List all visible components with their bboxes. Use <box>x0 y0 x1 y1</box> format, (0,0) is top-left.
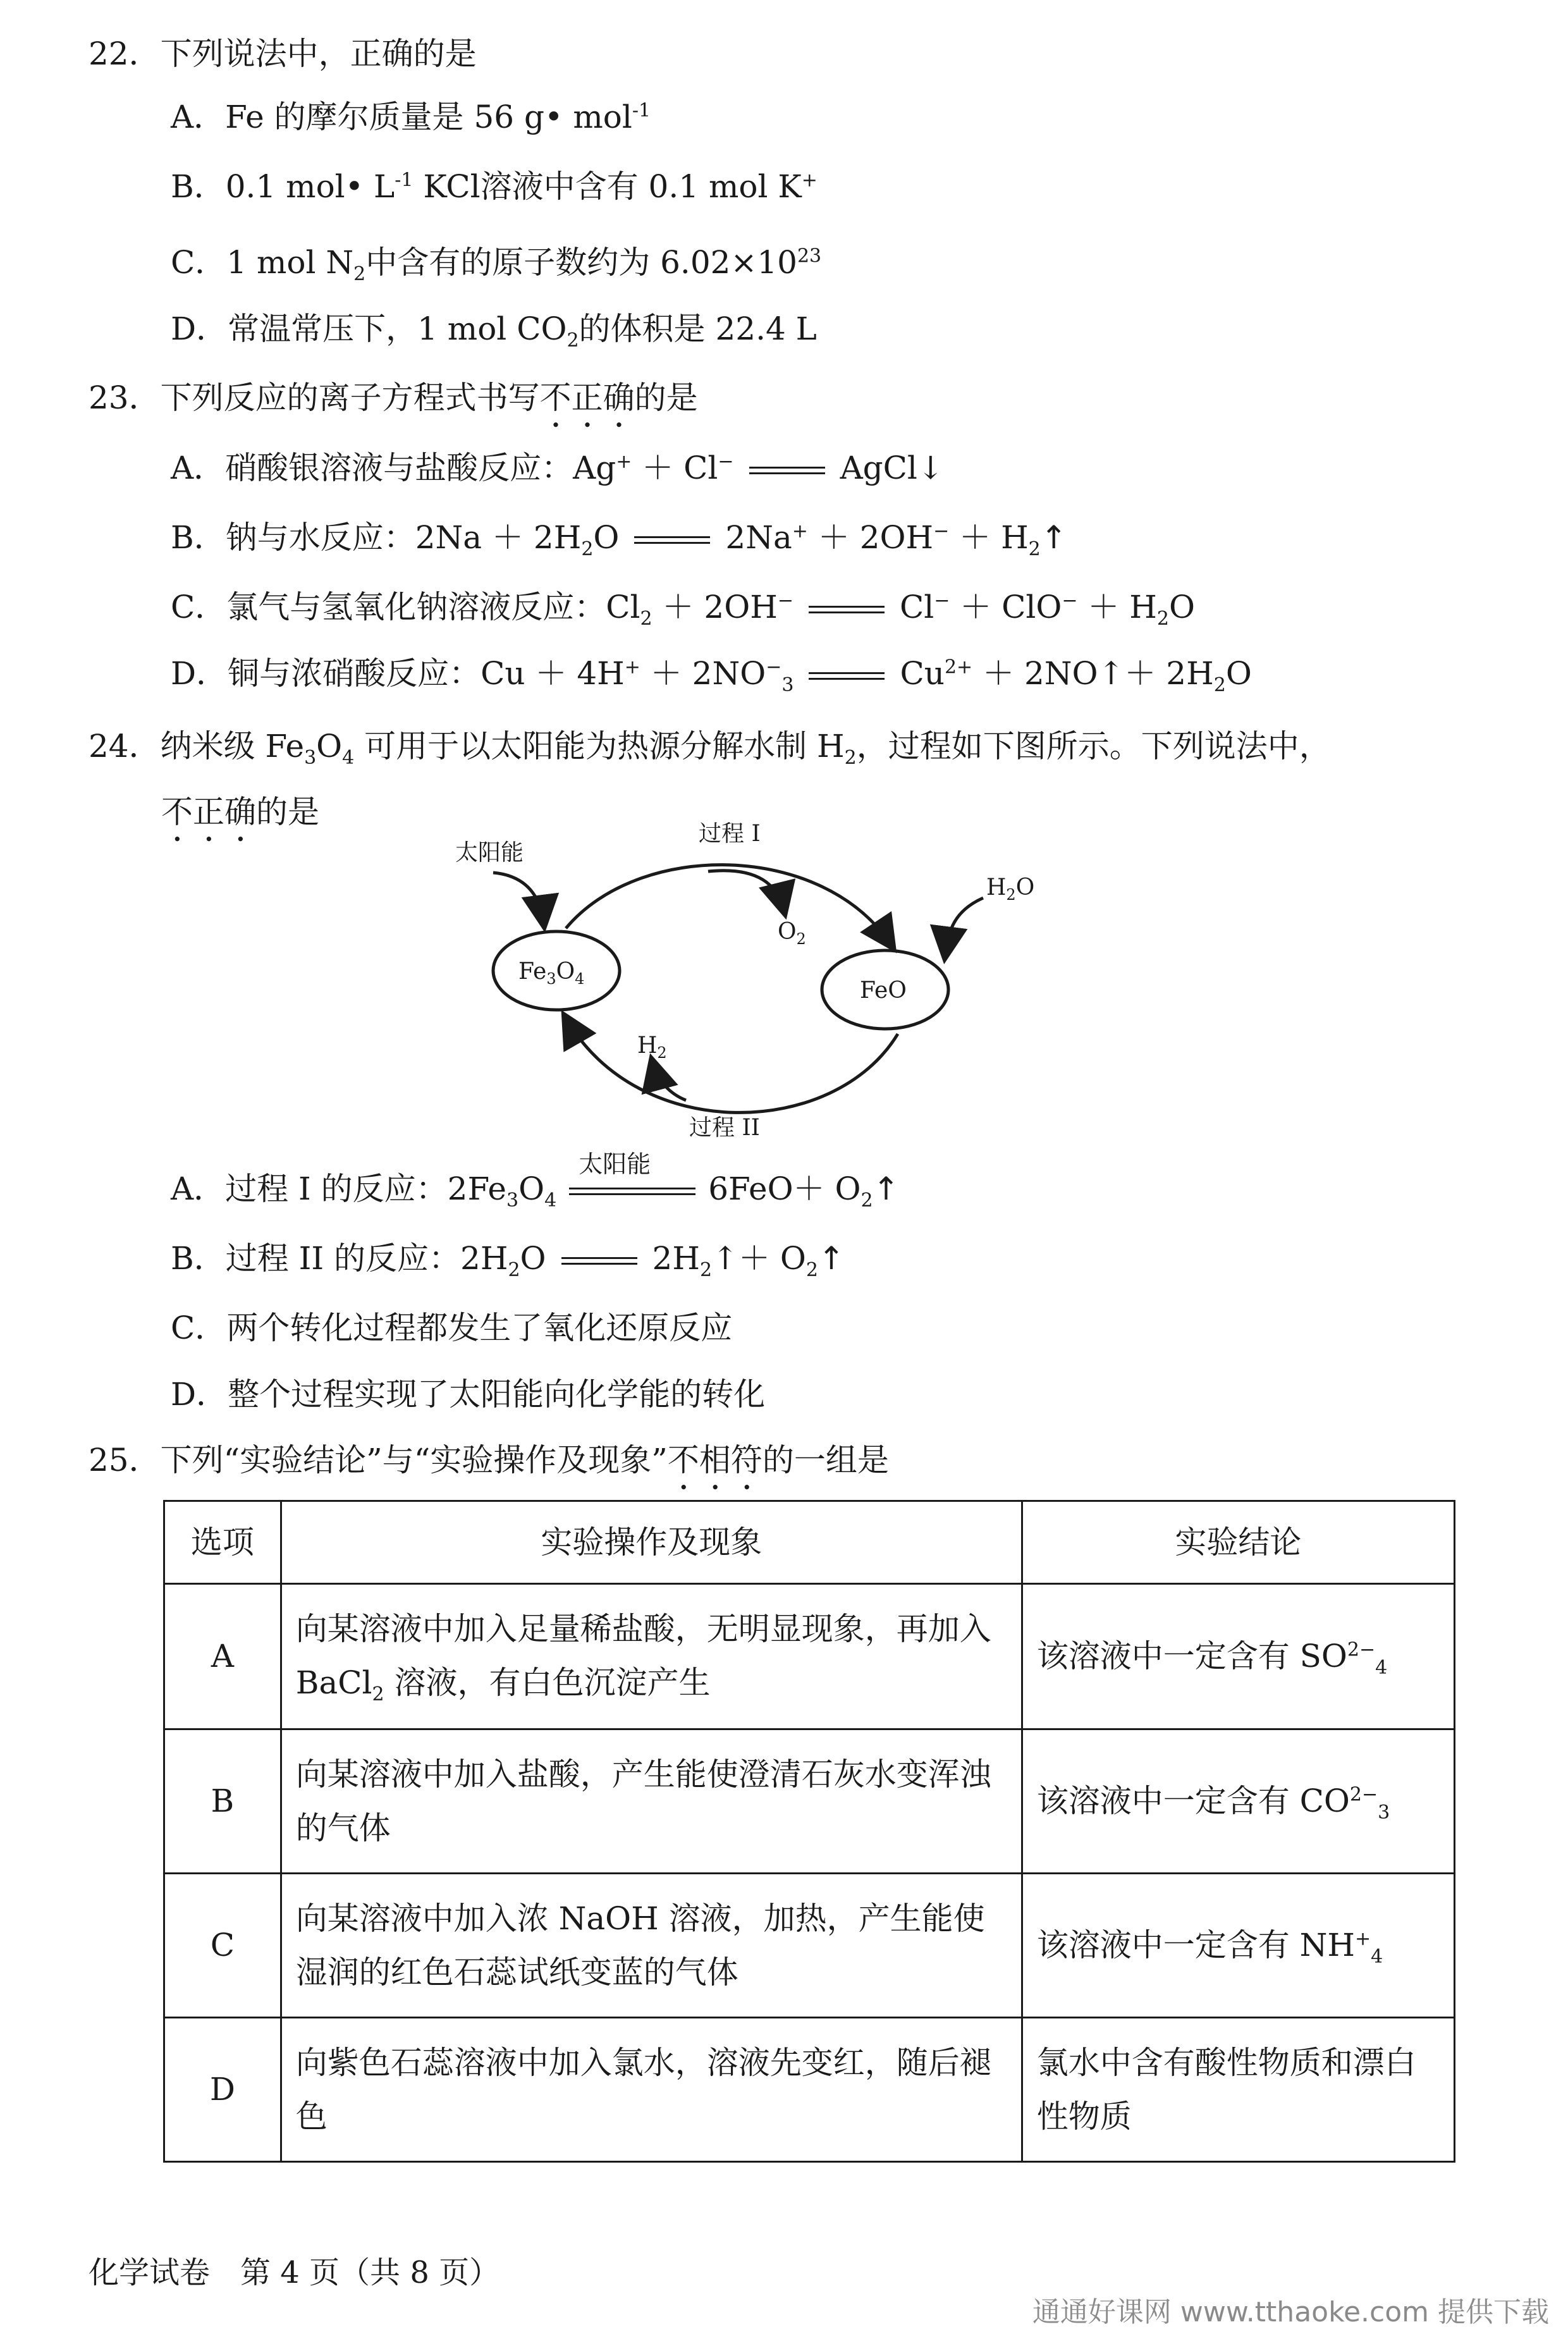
row-conclusion: 该溶液中一定含有 $NH^+_4$ <box>1022 1874 1454 2018</box>
row-operation: 向某溶液中加入盐酸，产生能使澄清石灰水变浑浊的气体 <box>281 1729 1022 1874</box>
q22-option-d: D．常温常压下，1 mol $CO_2$的体积是 22.4 L <box>171 310 817 352</box>
row-option: B <box>164 1729 281 1874</box>
table-row <box>164 1729 1455 1874</box>
row-conclusion: 该溶液中一定含有 $CO^{2-}_3$ <box>1022 1729 1454 1874</box>
row-operation: 向某溶液中加入足量稀盐酸，无明显现象，再加入 BaCl$_2$ 溶液，有白色沉淀产生 <box>281 1584 1022 1729</box>
q22-option-b: B．0.1 mol• $L^{-1}$ KCl溶液中含有 0.1 mol K+ <box>171 168 818 205</box>
row-conclusion: 该溶液中一定含有 $SO^{2-}_4$ <box>1022 1584 1454 1729</box>
process-2-arrow <box>566 1018 898 1112</box>
header-operation: 实验操作及现象 <box>281 1501 1022 1584</box>
q24-option-b: B．过程 II 的反应：$2H_2O$ $2H_2↑+$ $O_2↑$ <box>171 1240 845 1281</box>
process-1-label: 过程 I <box>699 821 761 847</box>
row-operation: 向紫色石蕊溶液中加入氯水，溶液先变红，随后褪色 <box>281 2018 1022 2162</box>
condition-solar: 太阳能 <box>579 1150 651 1178</box>
row-option: D <box>164 2018 281 2162</box>
process-1-arrow <box>566 865 891 945</box>
row-conclusion: 氯水中含有酸性物质和漂白性物质 <box>1022 2018 1454 2162</box>
h2-branch-arrow <box>652 1062 686 1100</box>
q22-option-a: A．Fe 的摩尔质量是 56 g• mol$^{-1}$ <box>171 99 651 135</box>
row-operation: 向某溶液中加入浓 NaOH 溶液，加热，产生能使湿润的红色石蕊试纸变蓝的气体 <box>281 1874 1022 2018</box>
process-2-label: 过程 II <box>689 1115 760 1141</box>
q25-stem: 25．下列“实验结论”与“实验操作及现象”不相符的一组是 <box>89 1442 889 1478</box>
q22-option-c: C．1 mol $N_2$中含有的原子数约为 $6.02\times 10^{23}$ <box>171 244 822 285</box>
header-conclusion: 实验结论 <box>1022 1501 1454 1584</box>
o2-label: $O_2$ <box>778 919 806 948</box>
h2o-label: $H_2O$ <box>986 875 1035 904</box>
q22-stem: 22．下列说法中，正确的是 <box>89 35 477 72</box>
q23-option-a: A．硝酸银溶液与盐酸反应：Ag+ ＋ Cl− AgCl↓ <box>171 450 944 486</box>
solar-input-arrow <box>493 873 544 923</box>
q24-option-d: D．整个过程实现了太阳能向化学能的转化 <box>171 1376 766 1413</box>
h2o-input-arrow <box>945 898 983 955</box>
fe3o4-label: $Fe_3O_4$ <box>518 959 585 988</box>
q23-option-d: D．铜与浓硝酸反应：$Cu + 4H^+ + 2NO^-_3$ $Cu^{2+}$ ＋ 2NO↑＋ $2H_2O$ <box>171 655 1252 696</box>
q23-option-c: C．氯气与氢氧化钠溶液反应：$Cl_2 + 2OH^-$ $Cl^- + ClO^- + H_2O$ <box>171 589 1195 630</box>
watermark: 通通好课网 www.tthaoke.com 提供下载 <box>1032 2296 1549 2328</box>
page-footer: 化学试卷 第 4 页（共 8 页） <box>89 2255 500 2290</box>
solar-label: 太阳能 <box>455 840 524 866</box>
q24-option-c: C．两个转化过程都发生了氧化还原反应 <box>171 1310 733 1346</box>
table-row <box>164 1874 1455 2018</box>
table-row <box>164 2018 1455 2162</box>
table-row <box>164 1584 1455 1729</box>
o2-branch-arrow <box>708 871 784 911</box>
row-option: C <box>164 1874 281 2018</box>
q23-option-b: B．钠与水反应：$2Na + 2H_2O$ $2Na^+ + 2OH^- + H_2↑$ <box>171 519 1067 560</box>
row-option: A <box>164 1584 281 1729</box>
header-option: 选项 <box>164 1501 281 1584</box>
table-header-row <box>164 1501 1455 1584</box>
q24-option-a: A．过程 I 的反应：$2Fe_3O_4$ 太阳能 $6FeO+ O_2↑$ <box>171 1150 900 1212</box>
feo-label: FeO <box>860 978 907 1004</box>
fe3o4-cycle-diagram <box>430 816 1087 1145</box>
q23-stem: 23．下列反应的离子方程式书写不正确的是 <box>89 379 698 416</box>
experiment-table <box>163 1500 1455 2163</box>
q24-stem-line2: 不正确的是 <box>161 794 319 830</box>
q24-stem-line1: 24．纳米级 $Fe_3O_4$ 可用于以太阳能为热源分解水制 $H_2$，过程如下图所示。下列说法中， <box>89 728 1331 769</box>
h2-label: $H_2$ <box>637 1033 667 1062</box>
